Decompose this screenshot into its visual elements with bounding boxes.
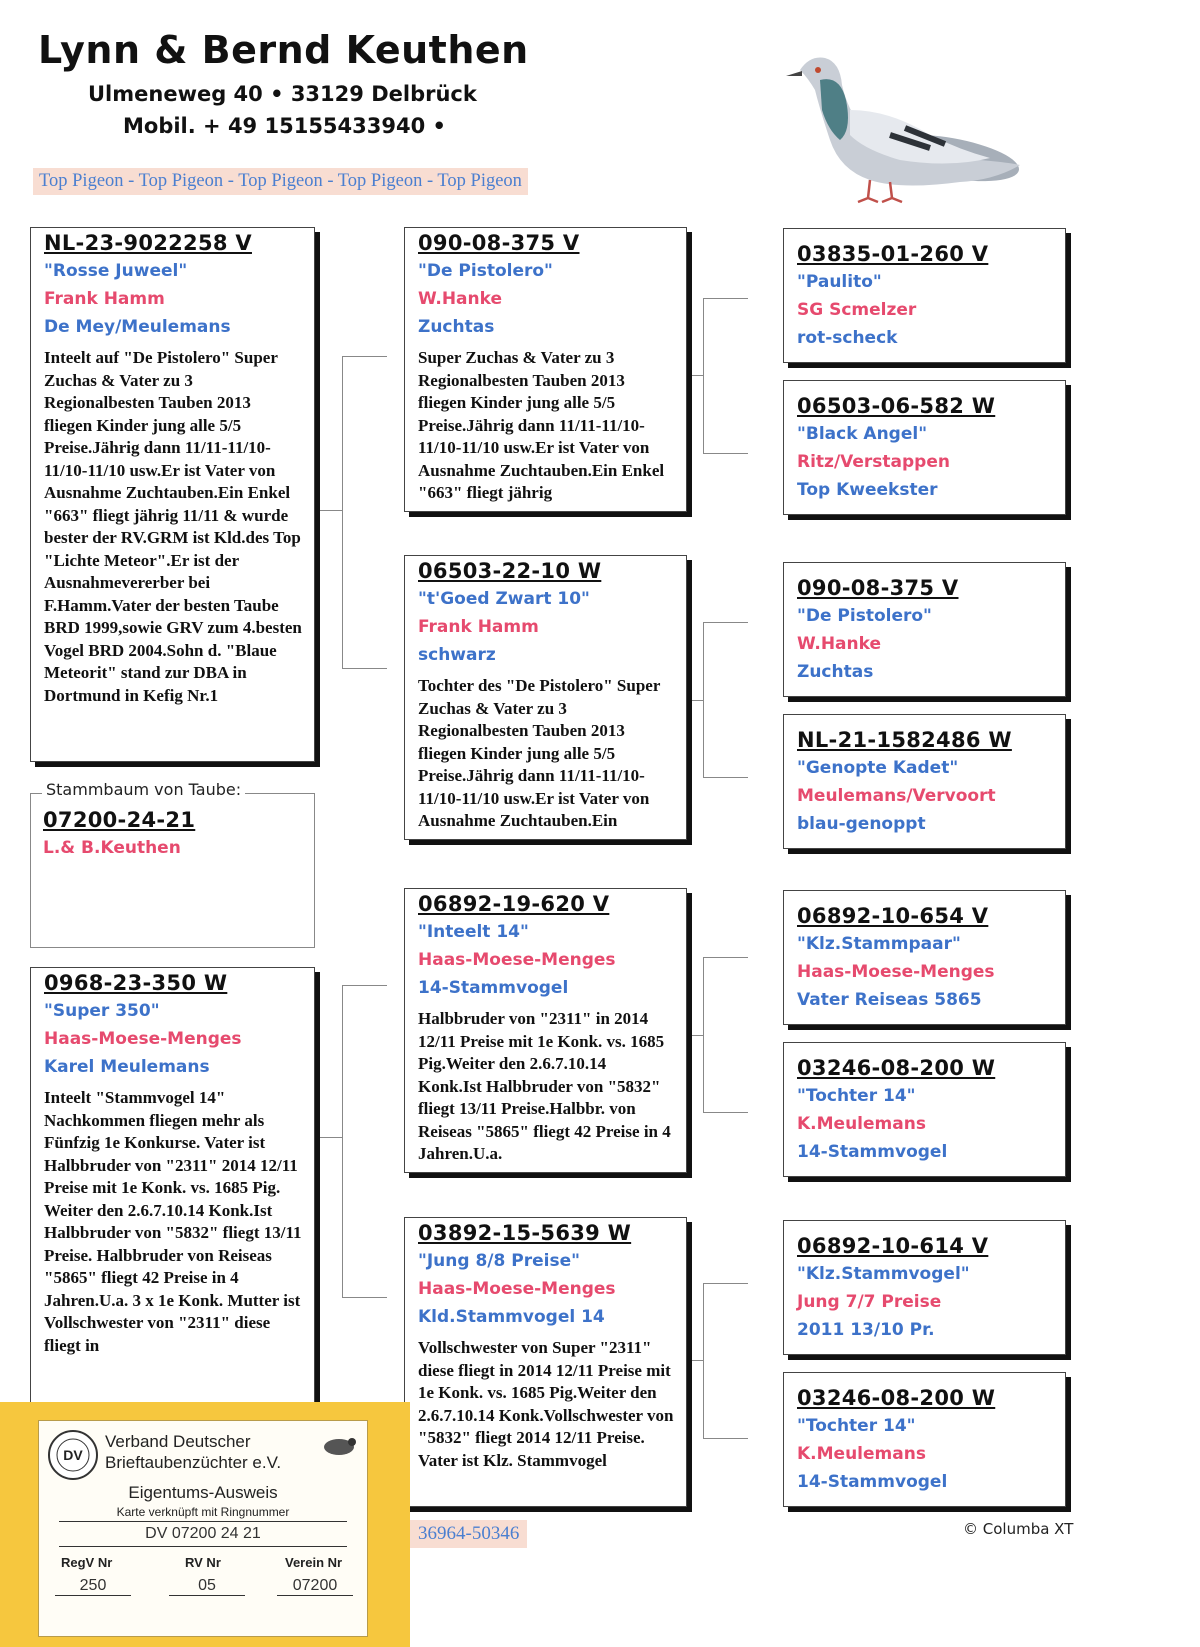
grandparent-name: "Inteelt 14" [418,922,529,942]
subject-owner: L.& B.Keuthen [43,838,181,858]
gg-name: "Paulito" [797,272,882,292]
gg-line: rot-scheck [797,328,898,348]
gg-ring: 06503-06-582 W [797,394,996,418]
grandparent-breeder: Haas-Moese-Menges [418,1279,616,1299]
grandparent-description: Super Zuchas & Vater zu 3 Regionalbesten Tauben 2013 fliegen Kinder jung alle 5/5 Preise.Jährig dann 11/11-11/10-11/10-11/10 usw.Er ist Vater von Ausnahme Zuchtauben.Ein Enkel "663" fliegt jährig [418,348,665,502]
gg-ring: 090-08-375 V [797,576,959,600]
great-grandparent-card [783,714,1066,849]
grandparent-card [404,227,687,512]
vdbt-logo-icon [47,1429,99,1481]
pigeon-logo-icon [319,1433,359,1459]
gg-breeder: Ritz/Verstappen [797,452,950,472]
grandparent-breeder: W.Hanke [418,289,503,309]
mother-name: "Super 350" [44,1001,160,1021]
grandparent-ring: 06503-22-10 W [418,559,602,583]
grandparent-ring: 090-08-375 V [418,231,580,255]
gg-name: "Black Angel" [797,424,928,444]
father-ring: NL-23-9022258 V [44,231,252,255]
gg-breeder: Jung 7/7 Preise [797,1292,942,1312]
verein-label: Verein Nr [285,1555,343,1570]
grandparent-name: "t'Goed Zwart 10" [418,589,590,609]
breeder-name: Lynn & Bernd Keuthen [38,28,529,72]
grandparent-card [404,555,687,840]
great-grandparent-card [783,380,1066,515]
grandparent-name: "De Pistolero" [418,261,553,281]
father-card [30,227,315,762]
gg-ring: 03246-08-200 W [797,1056,996,1080]
ownership-card [0,1402,410,1647]
grandparent-line: Kld.Stammvogel 14 [418,1307,605,1327]
org-name-line1: Verband Deutscher [105,1432,251,1451]
gg-ring: 06892-10-654 V [797,904,989,928]
gg-line: Top Kweekster [797,480,938,500]
card-ring-number: DV 07200 24 21 [59,1521,347,1547]
regv-value: 250 [55,1577,131,1596]
gg-breeder: W.Hanke [797,634,882,654]
mother-description: Inteelt "Stammvogel 14" Nachkommen fliegen mehr als Fünfzig 1e Konkurse. Vater ist Halbbruder von "2311" 2014 12/11 Preise mit 1e Konk. vs. 1685 Pig. Weiter den 2.6.7.10.14 Konk.Ist Halbbruder von "5832" fliegt 13/11 Preise. Halbbruder von Reiseas "5865" fliegt 42 Preise in 4 Jahren.U.a. 3 x 1e Konk. Mutter ist Vollschwester von "2311" diese fliegt in [44,1088,302,1355]
grandparent-line: schwarz [418,645,496,665]
gg-breeder: Haas-Moese-Menges [797,962,995,982]
pigeon-image [780,40,1030,220]
regv-label: RegV Nr [61,1555,113,1570]
ownership-card-inner [38,1420,368,1637]
grandparent-card [404,1217,687,1507]
gg-line: Zuchtas [797,662,874,682]
gg-ring: NL-21-1582486 W [797,728,1012,752]
gg-name: "Tochter 14" [797,1086,916,1106]
gg-breeder: Meulemans/Vervoort [797,786,996,806]
gg-breeder: SG Scmelzer [797,300,917,320]
great-grandparent-card [783,1042,1066,1177]
gg-name: "Klz.Stammpaar" [797,934,961,954]
gg-ring: 03835-01-260 V [797,242,989,266]
mother-ring: 0968-23-350 W [44,971,228,995]
father-description: Inteelt auf "De Pistolero" Super Zuchas & Vater zu 3 Regionalbesten Tauben 2013 fliegen Kinder jung alle 5/5 Preise.Jährig dann 11/11-11/10-11/10-11/10 usw.Er ist Vater von Ausnahme Zuchtauben.Ein Enkel "663" fliegt jährig 11/11 & wurde bester der RV.GRM ist Kld.des Top "Lichte Meteor".Er ist der Ausnahmevererber bei F.Hamm.Vater der besten Taube BRD 1999,sowie GRV zum 4.besten Vogel BRD 2004.Sohn d. "Blaue Meteorit" stand zur DBA in Dortmund in Kefig Nr.1 [44,348,302,705]
gg-name: "Tochter 14" [797,1416,916,1436]
grandparent-description: Tochter des "De Pistolero" Super Zuchas & Vater zu 3 Regionalbesten Tauben 2013 fliegen Kinder jung alle 5/5 Preise.Jährig dann 11/11-11/10-11/10-11/10 usw.Er ist Vater von Ausnahme Zuchtauben.Ein [418,676,661,830]
rv-value: 05 [169,1577,245,1596]
grandparent-ring: 03892-15-5639 W [418,1221,632,1245]
phone-fragment: 36964-50346 [410,1520,527,1548]
grandparent-breeder: Frank Hamm [418,617,539,637]
subject-label: Stammbaum von Taube: [42,780,245,799]
grandparent-ring: 06892-19-620 V [418,892,610,916]
subject-ring: 07200-24-21 [43,808,196,832]
svg-text:DV: DV [63,1447,83,1463]
gg-name: "Genopte Kadet" [797,758,959,778]
copyright-footer: © Columba XT [963,1520,1074,1538]
gg-breeder: K.Meulemans [797,1444,926,1464]
gg-line: blau-genoppt [797,814,926,834]
card-title: Eigentums-Ausweis [128,1483,278,1502]
gg-name: "De Pistolero" [797,606,932,626]
great-grandparent-card [783,1372,1066,1507]
grandparent-name: "Jung 8/8 Preise" [418,1251,580,1271]
mother-card [30,967,315,1407]
grandparent-line: Zuchtas [418,317,495,337]
father-name: "Rosse Juweel" [44,261,188,281]
father-line: De Mey/Meulemans [44,317,231,337]
gg-name: "Klz.Stammvogel" [797,1264,970,1284]
great-grandparent-card [783,890,1066,1025]
great-grandparent-card [783,228,1066,363]
mother-line: Karel Meulemans [44,1057,210,1077]
grandparent-card [404,888,687,1173]
grandparent-description: Halbbruder von "2311" in 2014 12/11 Preise mit 1e Konk. vs. 1685 Pig.Weiter den 2.6.7.10.14 Konk.Ist Halbbruder von "5832" fliegt 13/11 Preise.Halbbr. von Reiseas "5865" fliegt 42 Preise in 4 Jahren.U.a. [418,1009,671,1163]
gg-line: 2011 13/10 Pr. [797,1320,935,1340]
card-subtitle: Karte verknüpft mit Ringnummer [116,1505,290,1519]
grandparent-breeder: Haas-Moese-Menges [418,950,616,970]
org-name-line2: Brieftaubenzüchter e.V. [105,1453,282,1472]
grandparent-description: Vollschwester von Super "2311" diese fliegt in 2014 12/11 Preise mit 1e Konk. vs. 1685 Pig.Weiter den 2.6.7.10.14 Konk.Vollschwester von "5832" fliegt 2014 12/11 Preise. Vater ist Klz. Stammvogel [418,1338,674,1470]
breeder-address: Ulmeneweg 40 • 33129 Delbrück [88,82,477,106]
mother-breeder: Haas-Moese-Menges [44,1029,242,1049]
great-grandparent-card [783,1220,1066,1355]
gg-ring: 03246-08-200 W [797,1386,996,1410]
father-breeder: Frank Hamm [44,289,165,309]
gg-line: 14-Stammvogel [797,1472,948,1492]
breeder-phone: Mobil. + 49 15155433940 • [123,114,446,138]
gg-line: Vater Reiseas 5865 [797,990,982,1010]
top-pigeon-banner: Top Pigeon - Top Pigeon - Top Pigeon - Top Pigeon - Top Pigeon [33,168,528,195]
rv-label: RV Nr [185,1555,221,1570]
gg-ring: 06892-10-614 V [797,1234,989,1258]
gg-breeder: K.Meulemans [797,1114,926,1134]
gg-line: 14-Stammvogel [797,1142,948,1162]
verein-value: 07200 [277,1577,353,1596]
grandparent-line: 14-Stammvogel [418,978,569,998]
great-grandparent-card [783,562,1066,697]
